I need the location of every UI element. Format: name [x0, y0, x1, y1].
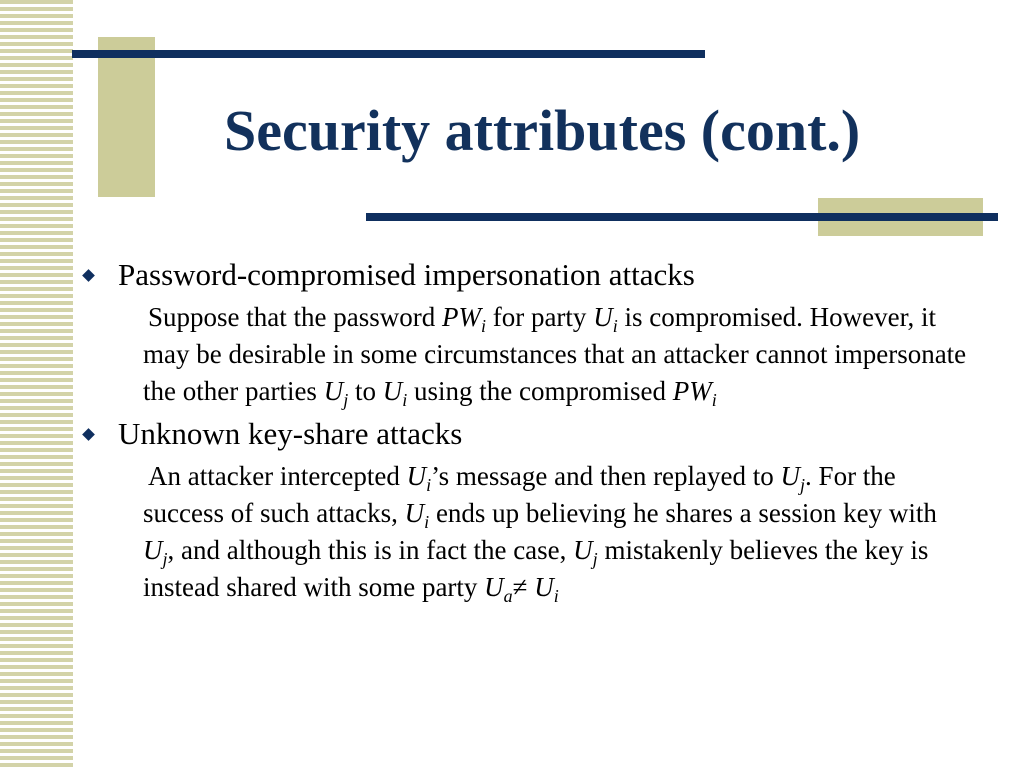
- math-variable: PW: [441, 302, 481, 332]
- math-variable: U: [406, 461, 427, 491]
- body-text: ends up believing he shares a session key with: [429, 498, 937, 528]
- math-subscript: i: [402, 390, 408, 410]
- body-text: for party: [485, 302, 594, 332]
- math-subscript: i: [711, 390, 717, 410]
- slide-content: [80, 255, 980, 606]
- slide-title: Security attributes (cont.): [224, 98, 861, 163]
- math-variable: U: [404, 498, 425, 528]
- body-text: to: [348, 376, 383, 406]
- body-text: ’s message and then replayed to: [431, 461, 781, 491]
- math-variable: U: [484, 572, 504, 602]
- math-subscript: j: [800, 475, 806, 495]
- body-text: Suppose that the password: [148, 302, 442, 332]
- math-variable: PW: [672, 376, 712, 406]
- math-variable: U: [573, 535, 593, 565]
- bullet-heading: Password-compromised impersonation attacks: [118, 257, 695, 292]
- math-variable: U: [534, 572, 554, 602]
- body-text: using the compromised: [407, 376, 673, 406]
- bullet-password-compromised: [80, 255, 980, 295]
- bullet-body-unknown-key-share: [143, 458, 973, 606]
- vertical-accent-block: [98, 37, 155, 197]
- math-variable: U: [323, 376, 344, 406]
- body-text: . For the success of such attacks,: [143, 461, 896, 528]
- math-subscript: i: [612, 316, 618, 336]
- body-text: mistakenly believes the key is instead shared with some party: [143, 535, 929, 602]
- bottom-rule-line: [366, 213, 998, 221]
- math-subscript: j: [592, 549, 598, 569]
- math-variable: U: [780, 461, 801, 491]
- not-equal-sign: ≠: [512, 572, 535, 602]
- math-subscript: i: [480, 316, 486, 336]
- top-rule-line: [72, 50, 705, 58]
- left-stripe-decoration: [0, 0, 73, 768]
- math-subscript: i: [424, 512, 430, 532]
- math-subscript: i: [426, 475, 432, 495]
- math-subscript: a: [503, 586, 513, 606]
- diamond-bullet-icon: [82, 428, 95, 441]
- bullet-heading: Unknown key-share attacks: [118, 416, 463, 451]
- bullet-body-password-compromised: [143, 299, 973, 410]
- bullet-unknown-key-share: [80, 414, 980, 454]
- math-subscript: j: [343, 390, 349, 410]
- body-text: , and although this is in fact the case,: [167, 535, 574, 565]
- body-text: An attacker intercepted: [148, 461, 407, 491]
- math-subscript: i: [553, 586, 559, 606]
- math-subscript: j: [162, 549, 168, 569]
- diamond-bullet-icon: [82, 269, 95, 282]
- math-variable: U: [593, 302, 613, 332]
- math-variable: U: [382, 376, 403, 406]
- body-text: is compromised. However, it may be desirable in some circumstances that an attacker cannot impersonate the other parties: [143, 302, 967, 406]
- math-variable: U: [143, 535, 163, 565]
